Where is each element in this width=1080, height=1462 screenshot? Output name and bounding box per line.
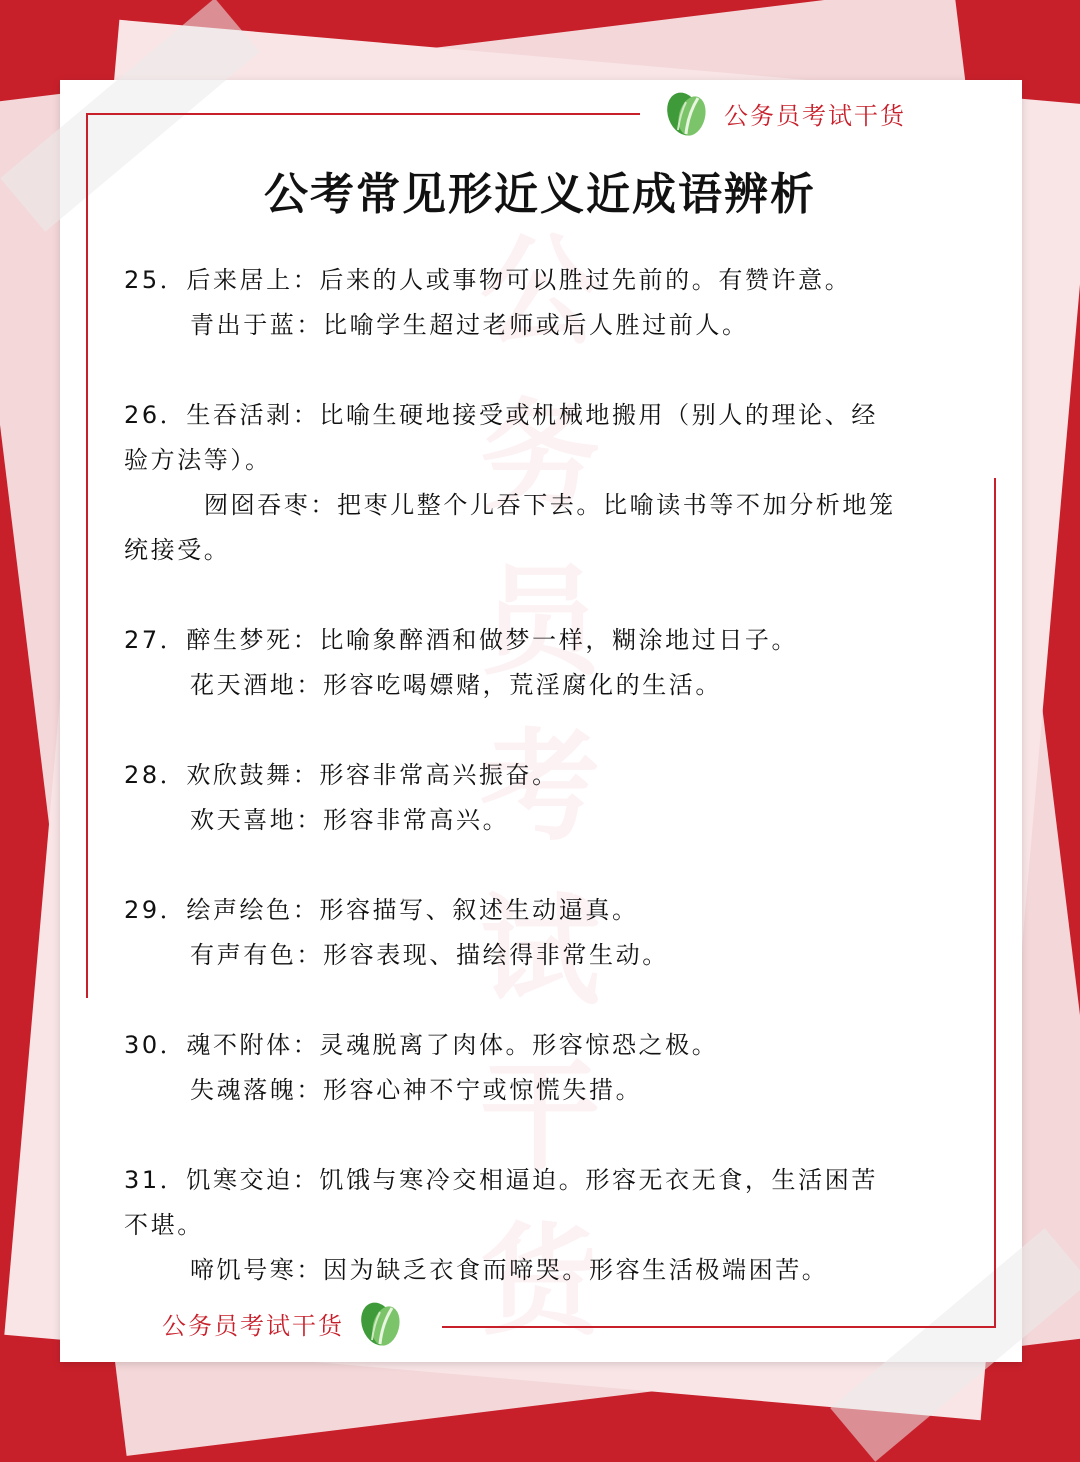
watermark-text: 公务员考试干货 [480, 223, 600, 1352]
entry-31-line-1-cont: 不堪。 [124, 1211, 204, 1239]
cabbage-icon [358, 1298, 404, 1348]
entry-27-line-1: 27．醉生梦死：比喻象醉酒和做梦一样，糊涂地过日子。 [124, 626, 799, 654]
entry-28-line-2: 欢天喜地：形容非常高兴。 [190, 806, 510, 834]
entry-30-line-1: 30．魂不附体：灵魂脱离了肉体。形容惊恐之极。 [124, 1031, 719, 1059]
brand-label: 公务员考试干货 [724, 101, 906, 130]
entry-26-line-2: 囫囵吞枣：把枣儿整个儿吞下去。比喻读书等不加分析地笼 [204, 491, 896, 519]
brand-label: 公务员考试干货 [162, 1311, 344, 1340]
idiom-list [124, 258, 960, 1293]
entry-29-line-2: 有声有色：形容表现、描绘得非常生动。 [190, 941, 669, 969]
entry-26-line-2-cont: 统接受。 [124, 536, 231, 564]
entry-31-line-2: 啼饥号寒：因为缺乏衣食而啼哭。形容生活极端困苦。 [190, 1256, 829, 1284]
frame-line-right [994, 478, 996, 1328]
entry-31-line-1: 31．饥寒交迫：饥饿与寒冷交相逼迫。形容无衣无食，生活困苦 [124, 1166, 878, 1194]
frame-line-left [86, 113, 88, 998]
entry-26-line-1-cont: 验方法等）。 [124, 446, 272, 474]
entry-25-line-1: 25．后来居上：后来的人或事物可以胜过先前的。有赞许意。 [124, 266, 852, 294]
entry-29-line-1: 29．绘声绘色：形容描写、叙述生动逼真。 [124, 896, 639, 924]
entry-30-line-2: 失魂落魄：形容心神不宁或惊慌失措。 [190, 1076, 643, 1104]
entry-27-line-2: 花天酒地：形容吃喝嫖赌，荒淫腐化的生活。 [190, 671, 722, 699]
cabbage-icon [664, 88, 710, 138]
entry-25-line-2: 青出于蓝：比喻学生超过老师或后人胜过前人。 [190, 311, 749, 339]
entry-28-line-1: 28．欢欣鼓舞：形容非常高兴振奋。 [124, 761, 559, 789]
brand-footer [162, 1298, 404, 1348]
page-title: 公考常见形近义近成语辨析 [264, 169, 816, 220]
entry-26-line-1: 26．生吞活剥：比喻生硬地接受或机械地搬用（别人的理论、经 [124, 401, 878, 429]
brand-header [664, 88, 906, 138]
frame-line-top [88, 113, 640, 115]
